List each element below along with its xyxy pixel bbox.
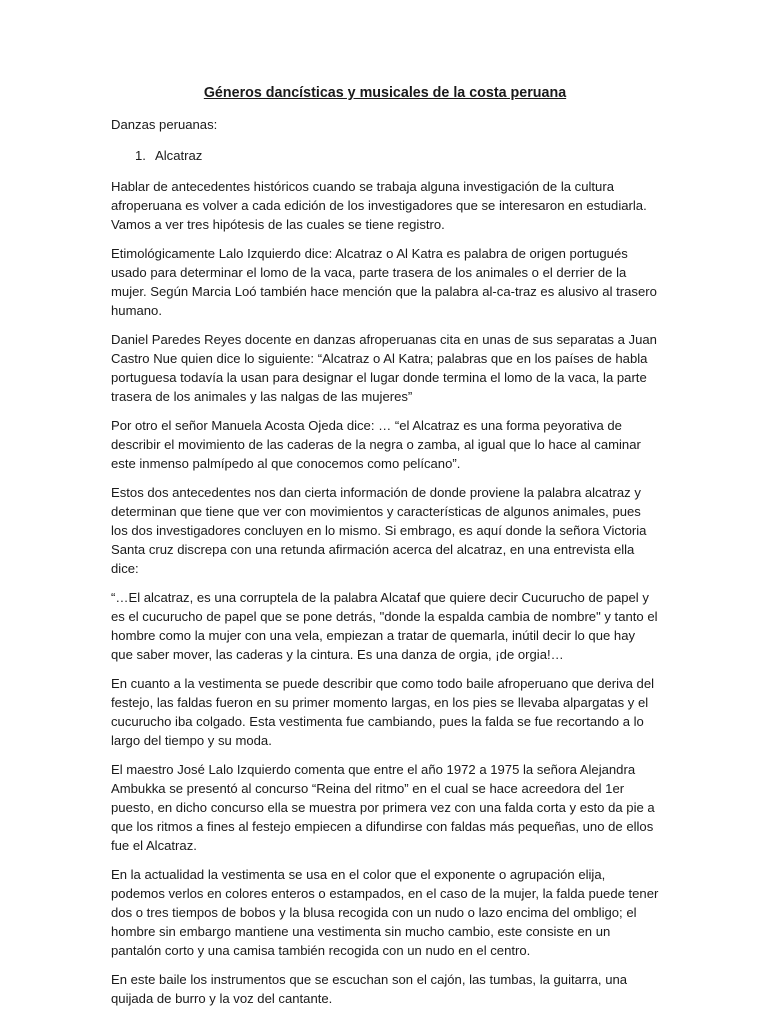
document-page (111, 84, 659, 1018)
paragraph-6-quote: “…El alcatraz, es una corruptela de la palabra Alcataf que quiere decir Cucurucho de papel y es el cucurucho de papel que se pone detrás, "donde la espalda cambia de nombre" y tanto el hombre como la mujer con una vela, empiezan a tratar de quemarla, inútil decir lo que hay que saber mover, las caderas y la cintura. Es una danza de orgia, ¡de orgia!… (111, 590, 658, 662)
list-item-number: 1. (135, 148, 146, 163)
section-heading: Danzas peruanas: (111, 117, 218, 132)
paragraph-4: Por otro el señor Manuela Acosta Ojeda dice: … “el Alcatraz es una forma peyorativa de describir el movimiento de las caderas de la negra o zamba, al igual que lo hace al caminar este inmenso palmípedo al que conocemos como pelícano”. (111, 418, 641, 471)
paragraph-2: Etimológicamente Lalo Izquierdo dice: Alcatraz o Al Katra es palabra de origen portugués usado para determinar el lomo de la vaca, parte trasera de los animales o el derrier de la mujer. Según Marcia Loó también hace mención que la palabra al-ca-traz es alusivo al trasero humano. (111, 246, 657, 318)
paragraph-9: En la actualidad la vestimenta se usa en el color que el exponente o agrupación elija, podemos verlos en colores enteros o estampados, en el caso de la mujer, la falda puede tener dos o tres tiempos de bobos y la blusa recogida con un nudo o lazo encima del ombligo; el hombre sin embargo mantiene una vestimenta sin mucho cambio, este consiste en un pantalón corto y una camisa también recogida con un nudo en el centro. (111, 867, 659, 958)
paragraph-8: El maestro José Lalo Izquierdo comenta que entre el año 1972 a 1975 la señora Alejandra Ambukka se presentó al concurso “Reina del ritmo” en el cual se hace acreedora del 1er puesto, en dicho concurso ella se muestra por primera vez con una falda corta y esto da pie a que los ritmos a fines al festejo empiecen a difundirse con faldas más pequeñas, uno de ellos fue el Alcatraz. (111, 762, 655, 853)
paragraph-1: Hablar de antecedentes históricos cuando se trabaja alguna investigación de la cultura afroperuana es volver a cada edición de los investigadores que se interesaron en estudiarla. Vamos a ver tres hipótesis de las cuales se tiene registro. (111, 179, 647, 232)
paragraph-5: Estos dos antecedentes nos dan cierta información de donde proviene la palabra alcatraz y determinan que tiene que ver con movimientos y características de algunos animales, pues los dos investigadores concluyen en lo mismo. Si embrago, es aquí donde la señora Victoria Santa cruz discrepa con una retunda afirmación acerca del alcatraz, en una entrevista ella dice: (111, 485, 647, 576)
paragraph-3: Daniel Paredes Reyes docente en danzas afroperuanas cita en unas de sus separatas a Juan Castro Nue quien dice lo siguiente: “Alcatraz o Al Katra; palabras que en los países de habla portuguesa todavía la usan para designar el lugar donde termina el lomo de la vaca, la parte trasera de los animales y las nalgas de las mujeres” (111, 332, 657, 404)
document-title: Géneros dancísticas y musicales de la costa peruana (203, 85, 567, 101)
list-item-label: Alcatraz (155, 148, 203, 163)
paragraph-10: En este baile los instrumentos que se escuchan son el cajón, las tumbas, la guitarra, una quijada de burro y la voz del cantante. (111, 972, 628, 1006)
list-item (111, 146, 659, 165)
paragraph-7: En cuanto a la vestimenta se puede describir que como todo baile afroperuano que deriva del festejo, las faldas fueron en su primer momento largas, en los pies se llevaba alpargatas y el cucurucho iba colgado. Esta vestimenta fue cambiando, pues la falda se fue recortando a lo largo del tiempo y su moda. (111, 676, 655, 748)
